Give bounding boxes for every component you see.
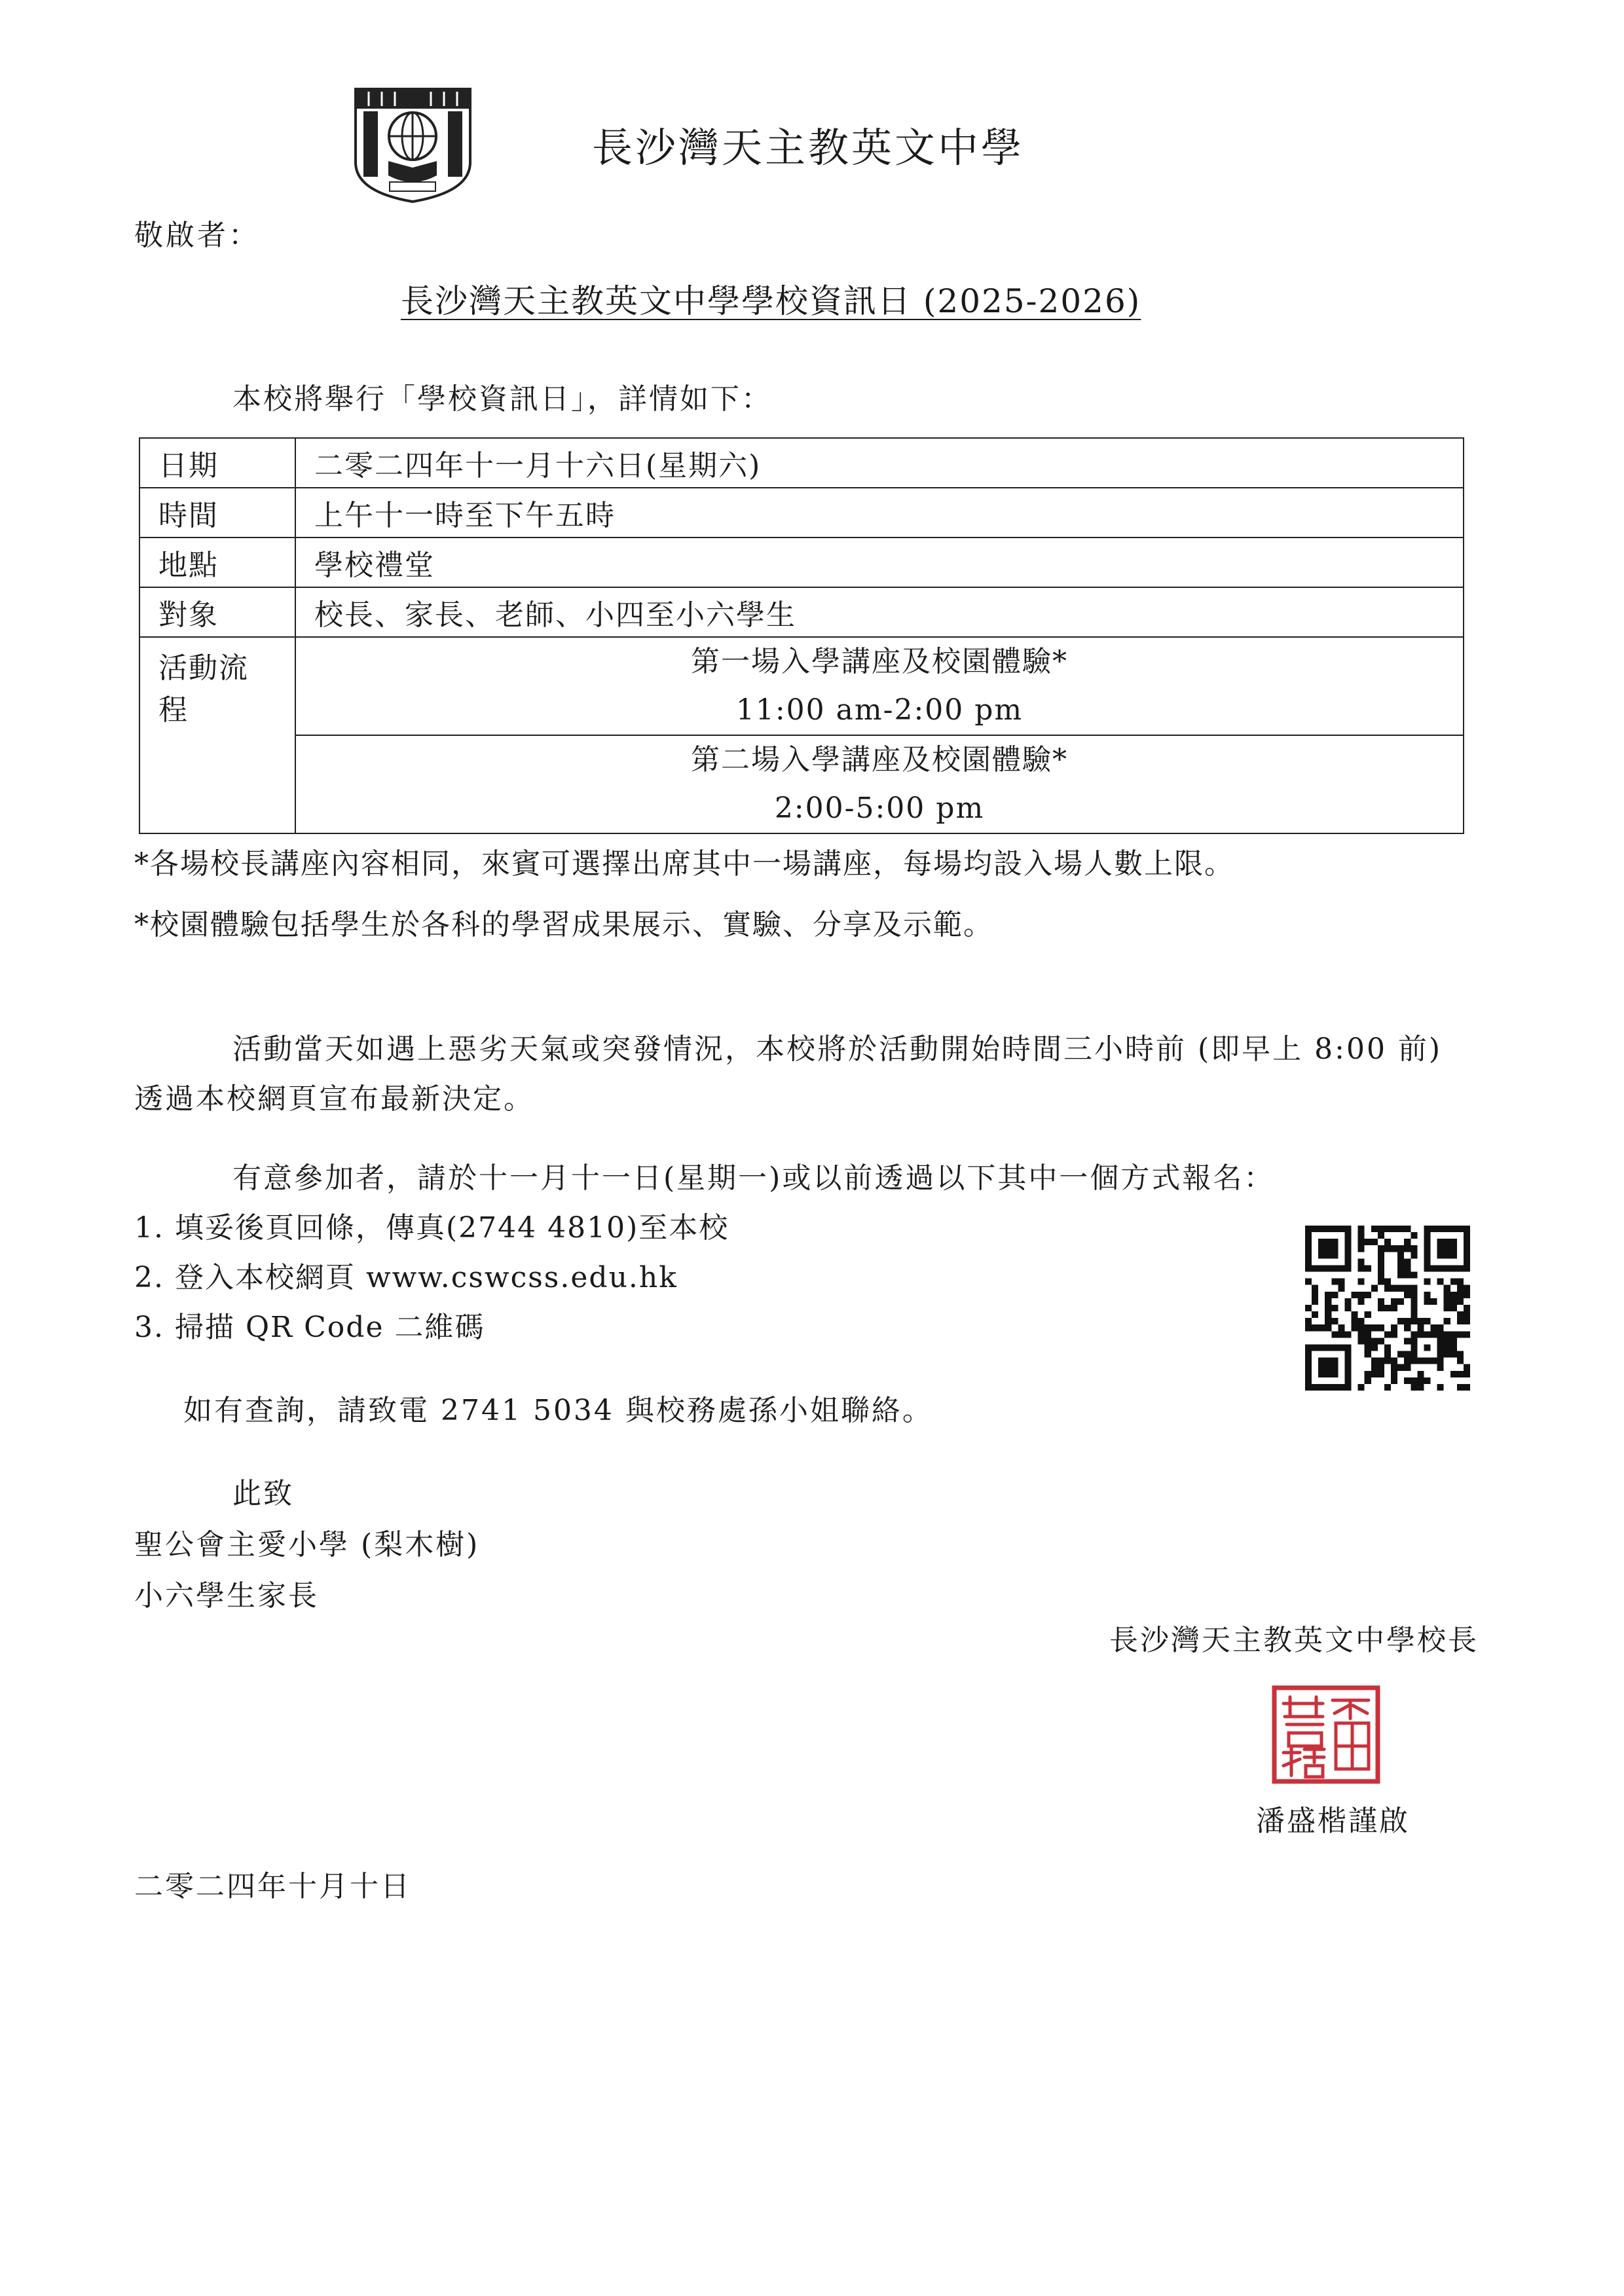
schedule-label: 活動流程: [139, 637, 295, 833]
note-lecture: *各場校長講座內容相同，來賓可選擇出席其中一場講座，每場均設入場人數上限。: [134, 847, 1234, 881]
session-2-name: 第二場入學講座及校園體驗*: [691, 743, 1068, 776]
date-label: 日期: [139, 438, 295, 488]
principal-signature: 潘盛楷謹啟: [1256, 1804, 1410, 1838]
principal-seal-stamp: [1270, 1684, 1382, 1785]
enquiry-text: 如有查詢，請致電 2741 5034 與校務處孫小姐聯絡。: [183, 1394, 933, 1427]
session-2-time: 2:00-5:00 pm: [774, 792, 985, 825]
recipient-school: 聖公會主愛小學 (梨木樹): [134, 1528, 480, 1561]
recipient: 小六學生家長: [134, 1579, 319, 1613]
registration-method-qr: 3. 掃描 QR Code 二維碼: [134, 1311, 485, 1344]
registration-intro: 有意參加者，請於十一月十一日(星期一)或以前透過以下其中一個方式報名：: [232, 1161, 1275, 1195]
table-row: [139, 438, 1464, 488]
registration-method-fax: 1. 填妥後頁回條，傳真(2744 4810)至本校: [134, 1211, 729, 1245]
letter-date: 二零二四年十月十日: [134, 1870, 411, 1903]
session-2: [296, 735, 1463, 833]
table-row: [139, 587, 1464, 637]
session-1-time: 11:00 am-2:00 pm: [735, 693, 1024, 727]
time-value: 上午十一時至下午五時: [295, 488, 1464, 538]
note-campus-experience: *校園體驗包括學生於各科的學習成果展示、實驗、分享及示範。: [134, 908, 993, 941]
audience-label: 對象: [139, 587, 295, 637]
closing-regards: 此致: [232, 1477, 294, 1510]
table-row: [139, 538, 1464, 587]
school-name-heading: 長沙灣天主教英文中學: [592, 124, 1025, 172]
schedule-cell: [295, 637, 1464, 833]
document-title: 長沙灣天主教英文中學學校資訊日 (2025-2026): [401, 282, 1141, 320]
venue-label: 地點: [139, 538, 295, 587]
sender-title: 長沙灣天主教英文中學校長: [1109, 1624, 1479, 1657]
info-day-details-table: [139, 437, 1464, 834]
intro-text: 本校將舉行「學校資訊日」，詳情如下：: [232, 382, 772, 416]
registration-qr-code[interactable]: [1305, 1226, 1470, 1391]
table-row: [139, 488, 1464, 538]
weather-notice: 活動當天如遇上惡劣天氣或突發情況，本校將於活動開始時間三小時前 (即早上 8:00 前) 透過本校網頁宣布最新決定。: [134, 1032, 1443, 1116]
session-1: [296, 638, 1463, 735]
time-label: 時間: [139, 488, 295, 538]
registration-method-website: 2. 登入本校網頁 www.cswcss.edu.hk: [134, 1261, 678, 1294]
audience-value: 校長、家長、老師、小四至小六學生: [295, 587, 1464, 637]
session-1-name: 第一場入學講座及校園體驗*: [691, 645, 1068, 678]
date-value: 二零二四年十一月十六日(星期六): [295, 438, 1464, 488]
table-row: [139, 637, 1464, 833]
salutation: 敬啟者：: [134, 219, 260, 252]
venue-value: 學校禮堂: [295, 538, 1464, 587]
school-crest-logo: [349, 84, 477, 205]
